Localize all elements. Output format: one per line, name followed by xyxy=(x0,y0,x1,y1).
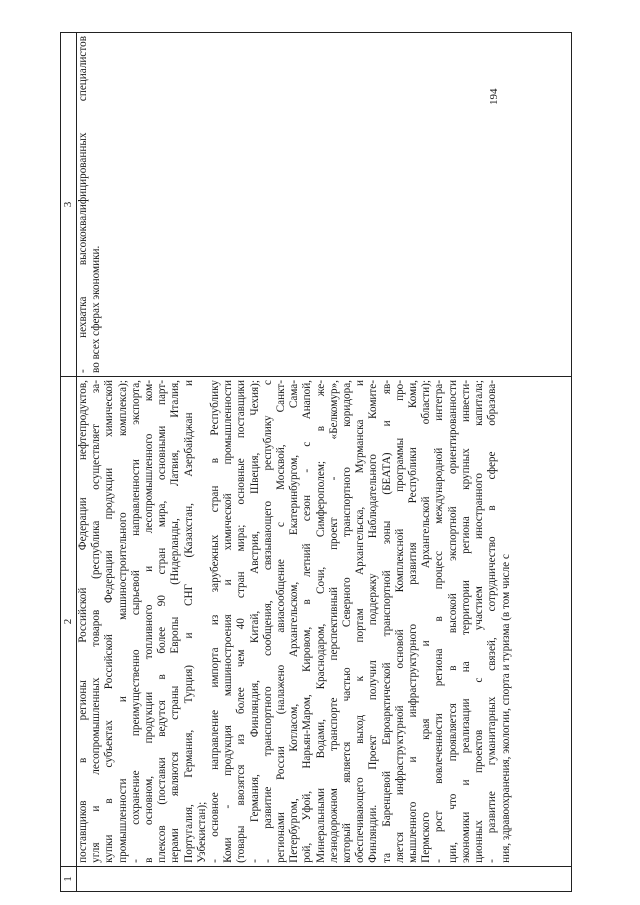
text-line: во всех сферах экономики. xyxy=(90,245,103,374)
table-header-row xyxy=(61,33,77,892)
text-line: регионами России (налажено авиасообщение с Москвой, Санкт- xyxy=(275,380,288,863)
table-row xyxy=(77,33,572,892)
cell-col-1 xyxy=(77,866,572,891)
cell-col-2 xyxy=(77,377,572,867)
text-line: который является частью Северного транспортного коридора, xyxy=(341,380,354,863)
text-line: Пермского края и Архангельской области); xyxy=(420,380,433,863)
text-line: - рост вовлеченности региона в процесс международной интегра- xyxy=(433,380,446,863)
header-col-1: 1 xyxy=(61,866,77,891)
text-line: - сохранение преимущественно сырьевой направленности экспорта, xyxy=(129,380,142,863)
text-line: Узбекистан); xyxy=(195,801,208,863)
text-line: - основное направление импорта из зарубежных стран в Республику xyxy=(209,380,222,863)
text-line: плексов (поставки ведутся в более 90 стран мира, основными парт- xyxy=(156,380,169,863)
text-line: ляется инфраструктурной основой Комплексной программы про- xyxy=(393,380,406,863)
analysis-table xyxy=(60,32,572,892)
text-line: (товары ввозятся из более чем 40 стран мира; основные поставщики xyxy=(235,380,248,863)
header-col-3: 3 xyxy=(61,33,77,377)
text-line: - развитие транспортного сообщения, связывающего республику с xyxy=(261,380,274,863)
text-line: лезнодорожном транспорте перспективный проект - «Белкомур», xyxy=(327,380,340,863)
text-line: в основном, продукции топливного и лесопромышленного ком- xyxy=(143,380,156,863)
text-line: - развитие гуманитарных связей, сотрудничество в сфере образова- xyxy=(486,380,499,863)
text-line: поставщиков в регионы Российской Федерации нефтепродуктов, xyxy=(77,380,89,863)
text-line: Петербургом, Котласом, Архангельском, Екатеринбургом, Сама- xyxy=(288,380,301,863)
text-line: промышленности и машиностроительного комплекса); xyxy=(116,380,129,863)
text-line: обеспечивающего выход к портам Архангельска, Мурманска и xyxy=(354,380,367,863)
page-number: 194 xyxy=(488,88,500,106)
text-line: экономики и реализации на территории региона крупных инвести- xyxy=(459,380,472,863)
cell-col-3 xyxy=(77,33,572,377)
text-line: Финляндии. Проект получил поддержку Наблюдательного Комите- xyxy=(367,380,380,863)
rotated-page xyxy=(60,32,572,892)
text-line: ционных проектов с участием иностранного капитала; xyxy=(473,380,486,863)
text-line: рой, Уфой, Нарьян-Маром, Кировом, в летний сезон - с Анапой, xyxy=(301,380,314,863)
text-line: - Германия, Финляндия, Китай, Австрия, Швеция, Чехия); xyxy=(248,380,261,863)
text-line: ции, что проявляется в высокой экспортной ориентированности xyxy=(446,380,459,863)
text-line: ния, здравоохранения, экологии, спорта и туризма (в том числе с xyxy=(499,554,512,863)
text-line: Минеральными Водами, Краснодаром, Сочи, Симферополем; в же- xyxy=(314,380,327,863)
text-line: нерами являются страны Европы (Нидерланды, Латвия, Италия, xyxy=(169,380,182,863)
text-line: - нехватка высококвалифицированных специалистов xyxy=(77,36,89,374)
text-line: мышленного и инфраструктурного развития Республики Коми, xyxy=(407,380,420,863)
header-col-2: 2 xyxy=(61,377,77,867)
text-line: купки в субъектах Российской Федерации продукции химической xyxy=(103,380,116,863)
text-line: Коми - продукция машиностроения и химической промышленности xyxy=(222,380,235,863)
text-line: та Баренцевой Евроарктической транспортной зоны (БЕАТА) и яв- xyxy=(380,380,393,863)
text-line: угля и лесопромышленных товаров (республика осуществляет за- xyxy=(90,380,103,863)
text-line: Португалия, Германия, Турция) и СНГ (Казахстан, Азербайджан и xyxy=(182,380,195,863)
